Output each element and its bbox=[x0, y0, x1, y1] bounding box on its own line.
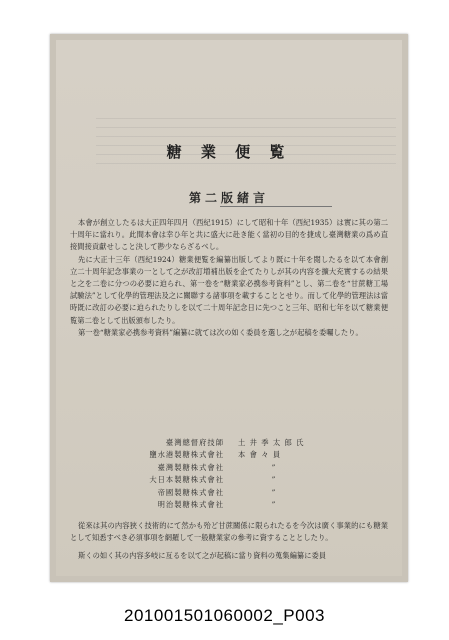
ditto-mark: ” bbox=[271, 487, 277, 497]
image-caption: 201001501060002_P003 bbox=[124, 606, 325, 625]
closing-body bbox=[70, 520, 388, 563]
committee-row bbox=[98, 437, 388, 449]
committee-row bbox=[98, 449, 388, 461]
paragraph-1: 本會が創立したるは大正四年四月（西紀1915）にして昭和十年（西紀1935）は實に其の第二十周年に當れり。此間本會は幸ひ年と共に盛大に赴き能く當初の目的を捷成し臺灣糖業の爲め直接間接貢獻せしこと決して尠少ならざるべし。 bbox=[70, 218, 388, 252]
committee-row bbox=[98, 474, 388, 486]
committee-member: 本 會 々 員 bbox=[238, 450, 282, 460]
committee-org: 臺灣製糖株式會社 bbox=[157, 462, 224, 472]
section-heading: 第二版緒言 bbox=[188, 191, 269, 205]
ditto-mark: ” bbox=[271, 475, 277, 485]
committee-row bbox=[98, 487, 388, 499]
committee-row bbox=[98, 499, 388, 511]
committee-org: 大日本製糖株式會社 bbox=[149, 475, 224, 485]
heading-underline bbox=[220, 206, 332, 207]
document-page bbox=[50, 34, 408, 582]
committee-list bbox=[98, 437, 388, 511]
committee-org: 明治製糖株式會社 bbox=[157, 500, 224, 510]
paragraph-4: 從來は其の内容狹く技術的にて然かも殆ど甘蔗關係に限られたるを今次は廣く事業的にも糖業として知悉すべき必須事項を網羅して一般糖業家の參考に資することとしたり。 bbox=[70, 521, 388, 543]
preface-body bbox=[70, 217, 388, 339]
committee-member: 土 井 季 太 郎 氏 bbox=[238, 438, 305, 447]
paragraph-2: 先に大正十三年（西紀1924）糖業便覧を編纂出版してより既に十年を閲したるを以て本會創立二十周年記念事業の一として之が改訂増補出版を企てたりしが其の内容を擴大充實するの結果と之を二卷に分つの必要に迫られ、第一卷を“糖業家必携参考資料”とし、第二卷を“甘蔗糖工場試驗法”として化學的管理法及之に關聯する諸事項を載することとせり。而して化學的管理法は當時既に改訂の必要に迫られたりしを以て二十周年記念日に先つこと三年、昭和七年を以て糖業便覧第二卷として出版頒布したり。 bbox=[70, 254, 388, 325]
paragraph-3: 第一卷“糖業家必携参考資料”編纂に就ては次の如く委員を選し之が起稿を委囑したり。 bbox=[78, 327, 363, 337]
committee-org: 鹽水港製糖株式會社 bbox=[149, 450, 224, 460]
ditto-mark: ” bbox=[271, 500, 277, 510]
committee-org: 帝國製糖株式會社 bbox=[157, 487, 224, 497]
ditto-mark: ” bbox=[271, 462, 277, 472]
document-title: 糖 業 便 覧 bbox=[166, 143, 292, 161]
paragraph-5: 斯くの如く其の内容多岐に亙るを以て之が起稿に當り資料の蒐集編纂に委員 bbox=[78, 551, 327, 561]
committee-row bbox=[98, 462, 388, 474]
committee-org: 臺灣總督府技師 bbox=[165, 438, 224, 447]
